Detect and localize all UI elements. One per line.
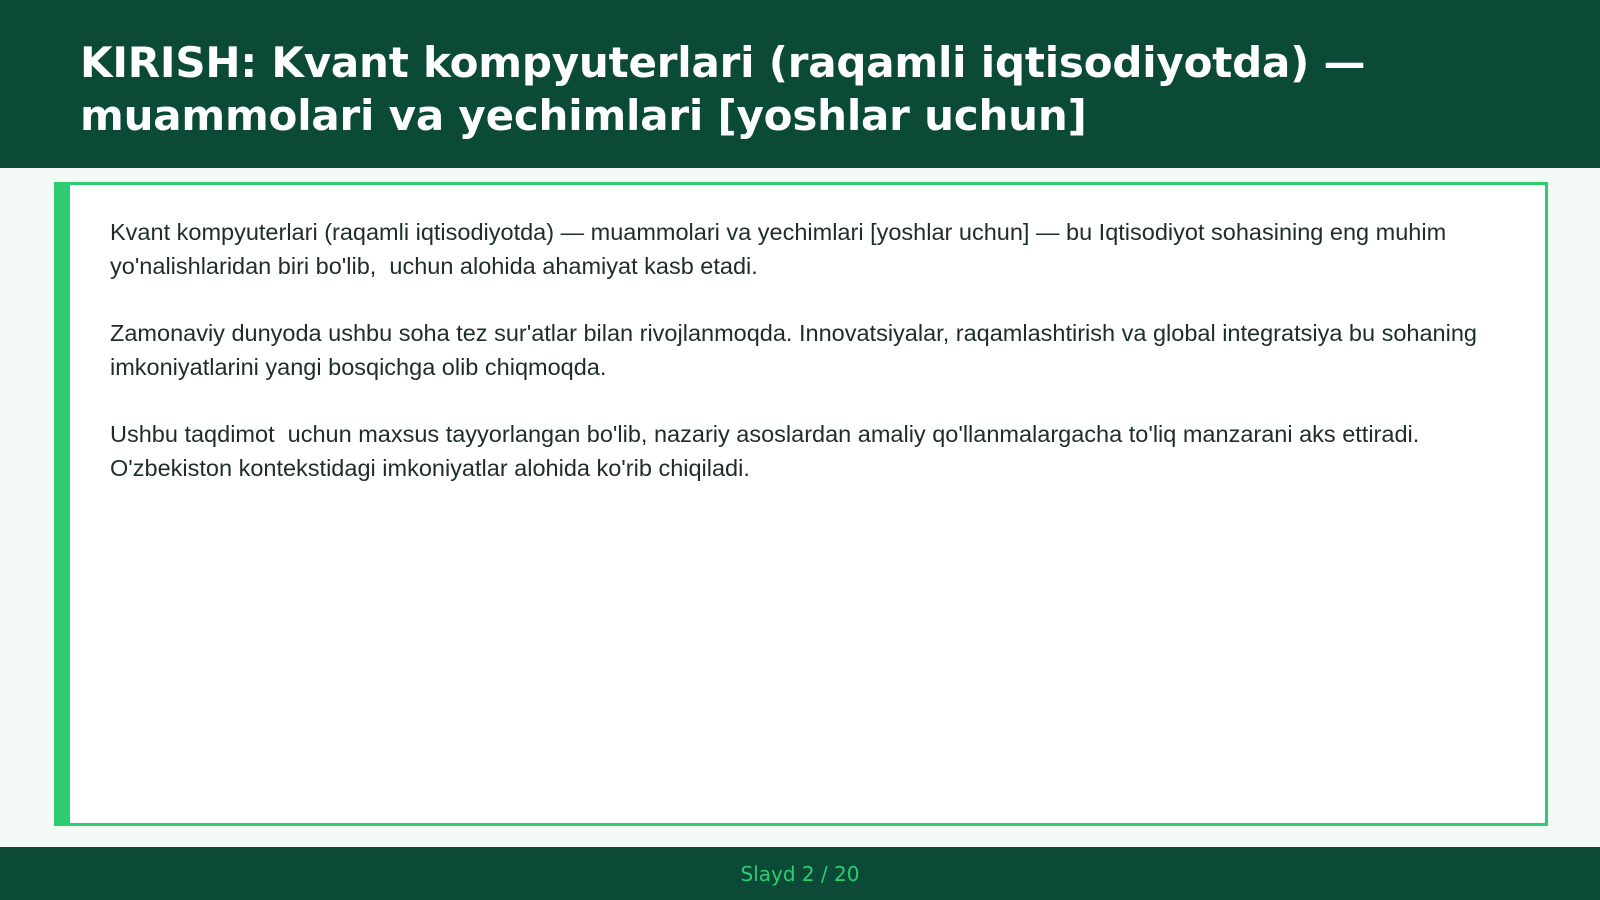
slide-footer [0,847,1600,900]
intro-paragraph-1: Kvant kompyuterlari (raqamli iqtisodiyotda) — muammolari va yechimlari [yoshlar uchun] — bu Iqtisodiyot sohasining eng muhim yo'nalishlaridan biri bo'lib, uchun alohida ahamiyat kasb etadi. [110,219,1453,279]
slide-header [0,0,1600,168]
content-card [54,182,1548,826]
slide-counter: Slayd 2 / 20 [740,861,860,886]
slide-title: KIRISH: Kvant kompyuterlari (raqamli iqtisodiyotda) — muammolari va yechimlari [yoshlar uchun] [80,38,1366,140]
intro-paragraph-3: Ushbu taqdimot uchun maxsus tayyorlangan bo'lib, nazariy asoslardan amaliy qo'llanmalargacha to'liq manzarani aks ettiradi. O'zbekiston kontekstidagi imkoniyatlar alohida ko'rib chiqiladi. [110,421,1426,481]
intro-paragraph-2: Zamonaviy dunyoda ushbu soha tez sur'atlar bilan rivojlanmoqda. Innovatsiyalar, raqamlashtirish va global integratsiya bu sohaning imkoniyatlarini yangi bosqichga olib chiqmoqda. [110,320,1484,380]
